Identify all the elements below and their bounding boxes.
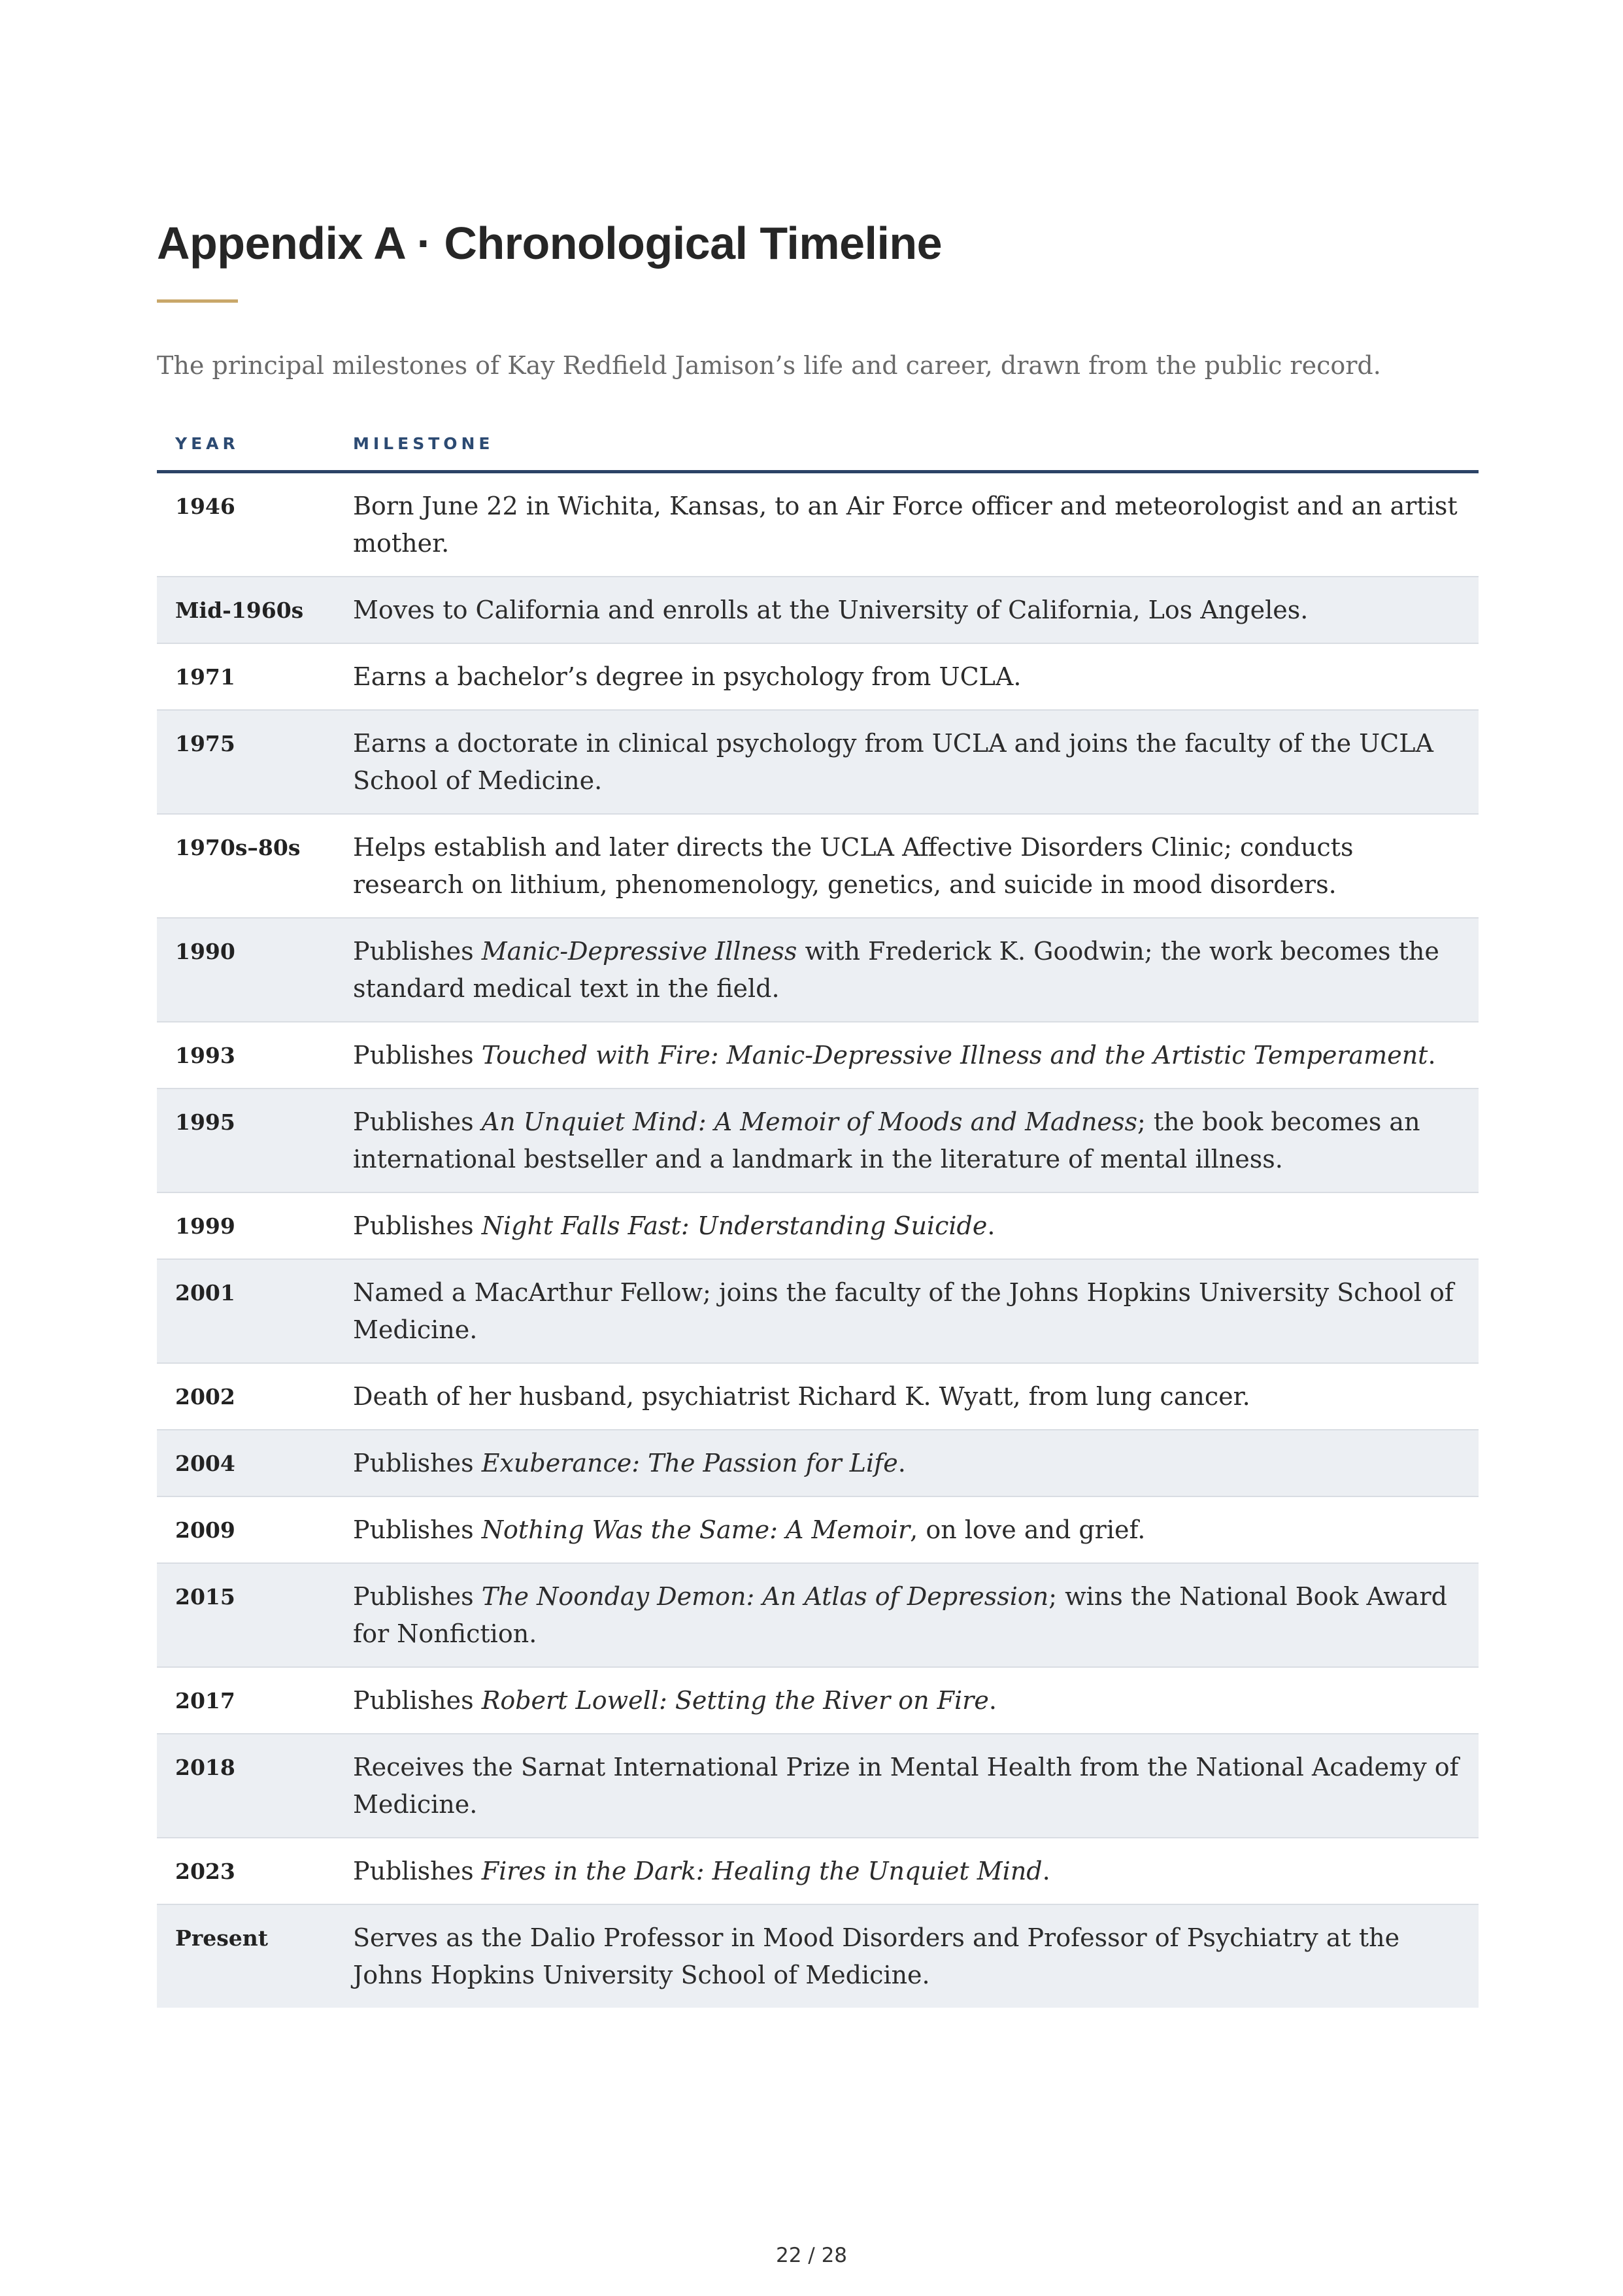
milestone-text: Publishes — [353, 1211, 482, 1241]
row-milestone — [353, 1022, 1479, 1089]
book-title: Nothing Was the Same: A Memoir — [481, 1515, 911, 1545]
table-row — [157, 1734, 1479, 1838]
row-milestone — [353, 1904, 1479, 2008]
row-year: 1995 — [157, 1089, 353, 1192]
milestone-text: with Frederick K. Goodwin; the work becomes the standard medical text in the field. — [353, 937, 1439, 1004]
row-milestone — [353, 1563, 1479, 1667]
book-title: An Unquiet Mind: A Memoir of Moods and Madness — [481, 1107, 1137, 1137]
table-row — [157, 1430, 1479, 1496]
row-milestone — [353, 472, 1479, 577]
milestone-text: Publishes — [353, 1857, 482, 1886]
row-milestone — [353, 577, 1479, 643]
page-title: Appendix A · Chronological Timeline — [157, 218, 943, 269]
row-year: 2018 — [157, 1734, 353, 1838]
milestone-text: Named a MacArthur Fellow; joins the faculty of the Johns Hopkins University School of Medicine. — [353, 1278, 1454, 1345]
row-year: 1970s–80s — [157, 814, 353, 918]
row-year: 2015 — [157, 1563, 353, 1667]
table-row — [157, 1363, 1479, 1430]
row-milestone — [353, 1667, 1479, 1734]
row-year: 2001 — [157, 1259, 353, 1363]
milestone-text: Publishes — [353, 1515, 482, 1545]
milestone-text: . — [988, 1686, 997, 1715]
row-milestone — [353, 1734, 1479, 1838]
table-row — [157, 643, 1479, 710]
row-year: Present — [157, 1904, 353, 2008]
table-row — [157, 1667, 1479, 1734]
row-milestone — [353, 1259, 1479, 1363]
milestone-text: Earns a doctorate in clinical psychology from UCLA and joins the faculty of the UCLA School of Medicine. — [353, 729, 1433, 796]
row-milestone — [353, 1430, 1479, 1496]
row-year: 2004 — [157, 1430, 353, 1496]
table-row — [157, 472, 1479, 577]
book-title: Touched with Fire: Manic-Depressive Illness and the Artistic Temperament — [481, 1041, 1428, 1070]
appendix-page — [157, 216, 1479, 2008]
table-row — [157, 1192, 1479, 1259]
row-year: 1990 — [157, 918, 353, 1022]
table-row — [157, 1022, 1479, 1089]
table-row — [157, 577, 1479, 643]
milestone-text: . — [987, 1211, 996, 1241]
row-milestone — [353, 1363, 1479, 1430]
milestone-text: . — [897, 1449, 906, 1478]
row-milestone — [353, 1496, 1479, 1563]
row-year: 1999 — [157, 1192, 353, 1259]
intro-paragraph: The principal milestones of Kay Redfield Jamison’s life and career, drawn from the public record. — [157, 351, 1381, 380]
row-year: 2009 — [157, 1496, 353, 1563]
milestone-text: . — [1428, 1041, 1436, 1070]
milestone-text: Publishes — [353, 1107, 482, 1137]
page-number: 22 / 28 — [775, 2244, 848, 2267]
milestone-text: ; wins the National Book Award for Nonfiction. — [353, 1582, 1447, 1649]
table-header-row — [157, 434, 1479, 472]
book-title: Exuberance: The Passion for Life — [481, 1449, 898, 1478]
book-title: Fires in the Dark: Healing the Unquiet Mind — [481, 1857, 1043, 1886]
book-title: Manic-Depressive Illness — [481, 937, 797, 966]
row-year: 2002 — [157, 1363, 353, 1430]
row-milestone — [353, 918, 1479, 1022]
milestone-text: Death of her husband, psychiatrist Richard K. Wyatt, from lung cancer. — [353, 1382, 1250, 1411]
column-header-year: YEAR — [157, 434, 353, 472]
milestone-text: Serves as the Dalio Professor in Mood Disorders and Professor of Psychiatry at the Johns Hopkins University School of Medicine. — [353, 1923, 1400, 1990]
milestone-text: Publishes — [353, 1449, 482, 1478]
row-milestone — [353, 710, 1479, 814]
table-row — [157, 710, 1479, 814]
milestone-text: Earns a bachelor’s degree in psychology from UCLA. — [353, 662, 1022, 692]
row-year: 1971 — [157, 643, 353, 710]
milestone-text: ; the book becomes an international bestseller and a landmark in the literature of mental illness. — [353, 1107, 1420, 1174]
row-milestone — [353, 1192, 1479, 1259]
milestone-text: Publishes — [353, 937, 482, 966]
column-header-milestone: MILESTONE — [353, 434, 1479, 472]
milestone-text: . — [1042, 1857, 1050, 1886]
row-milestone — [353, 814, 1479, 918]
book-title: Robert Lowell: Setting the River on Fire — [481, 1686, 989, 1715]
row-year: 1975 — [157, 710, 353, 814]
table-row — [157, 814, 1479, 918]
milestone-text: Helps establish and later directs the UCLA Affective Disorders Clinic; conducts research on lithium, phenomenology, genetics, and suicide in mood disorders. — [353, 833, 1354, 900]
milestone-text: Receives the Sarnat International Prize in Mental Health from the National Academy of Medicine. — [353, 1753, 1459, 1819]
milestone-text: Publishes — [353, 1686, 482, 1715]
milestone-text: Publishes — [353, 1041, 482, 1070]
table-row — [157, 1089, 1479, 1192]
table-row — [157, 1838, 1479, 1904]
row-year: 1993 — [157, 1022, 353, 1089]
row-milestone — [353, 643, 1479, 710]
table-row — [157, 1259, 1479, 1363]
table-row — [157, 1496, 1479, 1563]
row-year: 2023 — [157, 1838, 353, 1904]
book-title: Night Falls Fast: Understanding Suicide — [481, 1211, 988, 1241]
row-year: 2017 — [157, 1667, 353, 1734]
book-title: The Noonday Demon: An Atlas of Depression — [481, 1582, 1049, 1612]
milestone-text: Moves to California and enrolls at the University of California, Los Angeles. — [353, 596, 1309, 625]
row-year: 1946 — [157, 472, 353, 577]
row-year: Mid-1960s — [157, 577, 353, 643]
row-milestone — [353, 1838, 1479, 1904]
milestone-text: , on love and grief. — [910, 1515, 1146, 1545]
table-row — [157, 1563, 1479, 1667]
milestone-text: Born June 22 in Wichita, Kansas, to an Air Force officer and meteorologist and an artist mother. — [353, 492, 1458, 558]
timeline-body — [157, 472, 1479, 2008]
milestone-text: Publishes — [353, 1582, 482, 1612]
title-accent-rule — [157, 299, 238, 303]
table-row — [157, 918, 1479, 1022]
table-row — [157, 1904, 1479, 2008]
row-milestone — [353, 1089, 1479, 1192]
timeline-table — [157, 434, 1479, 2008]
